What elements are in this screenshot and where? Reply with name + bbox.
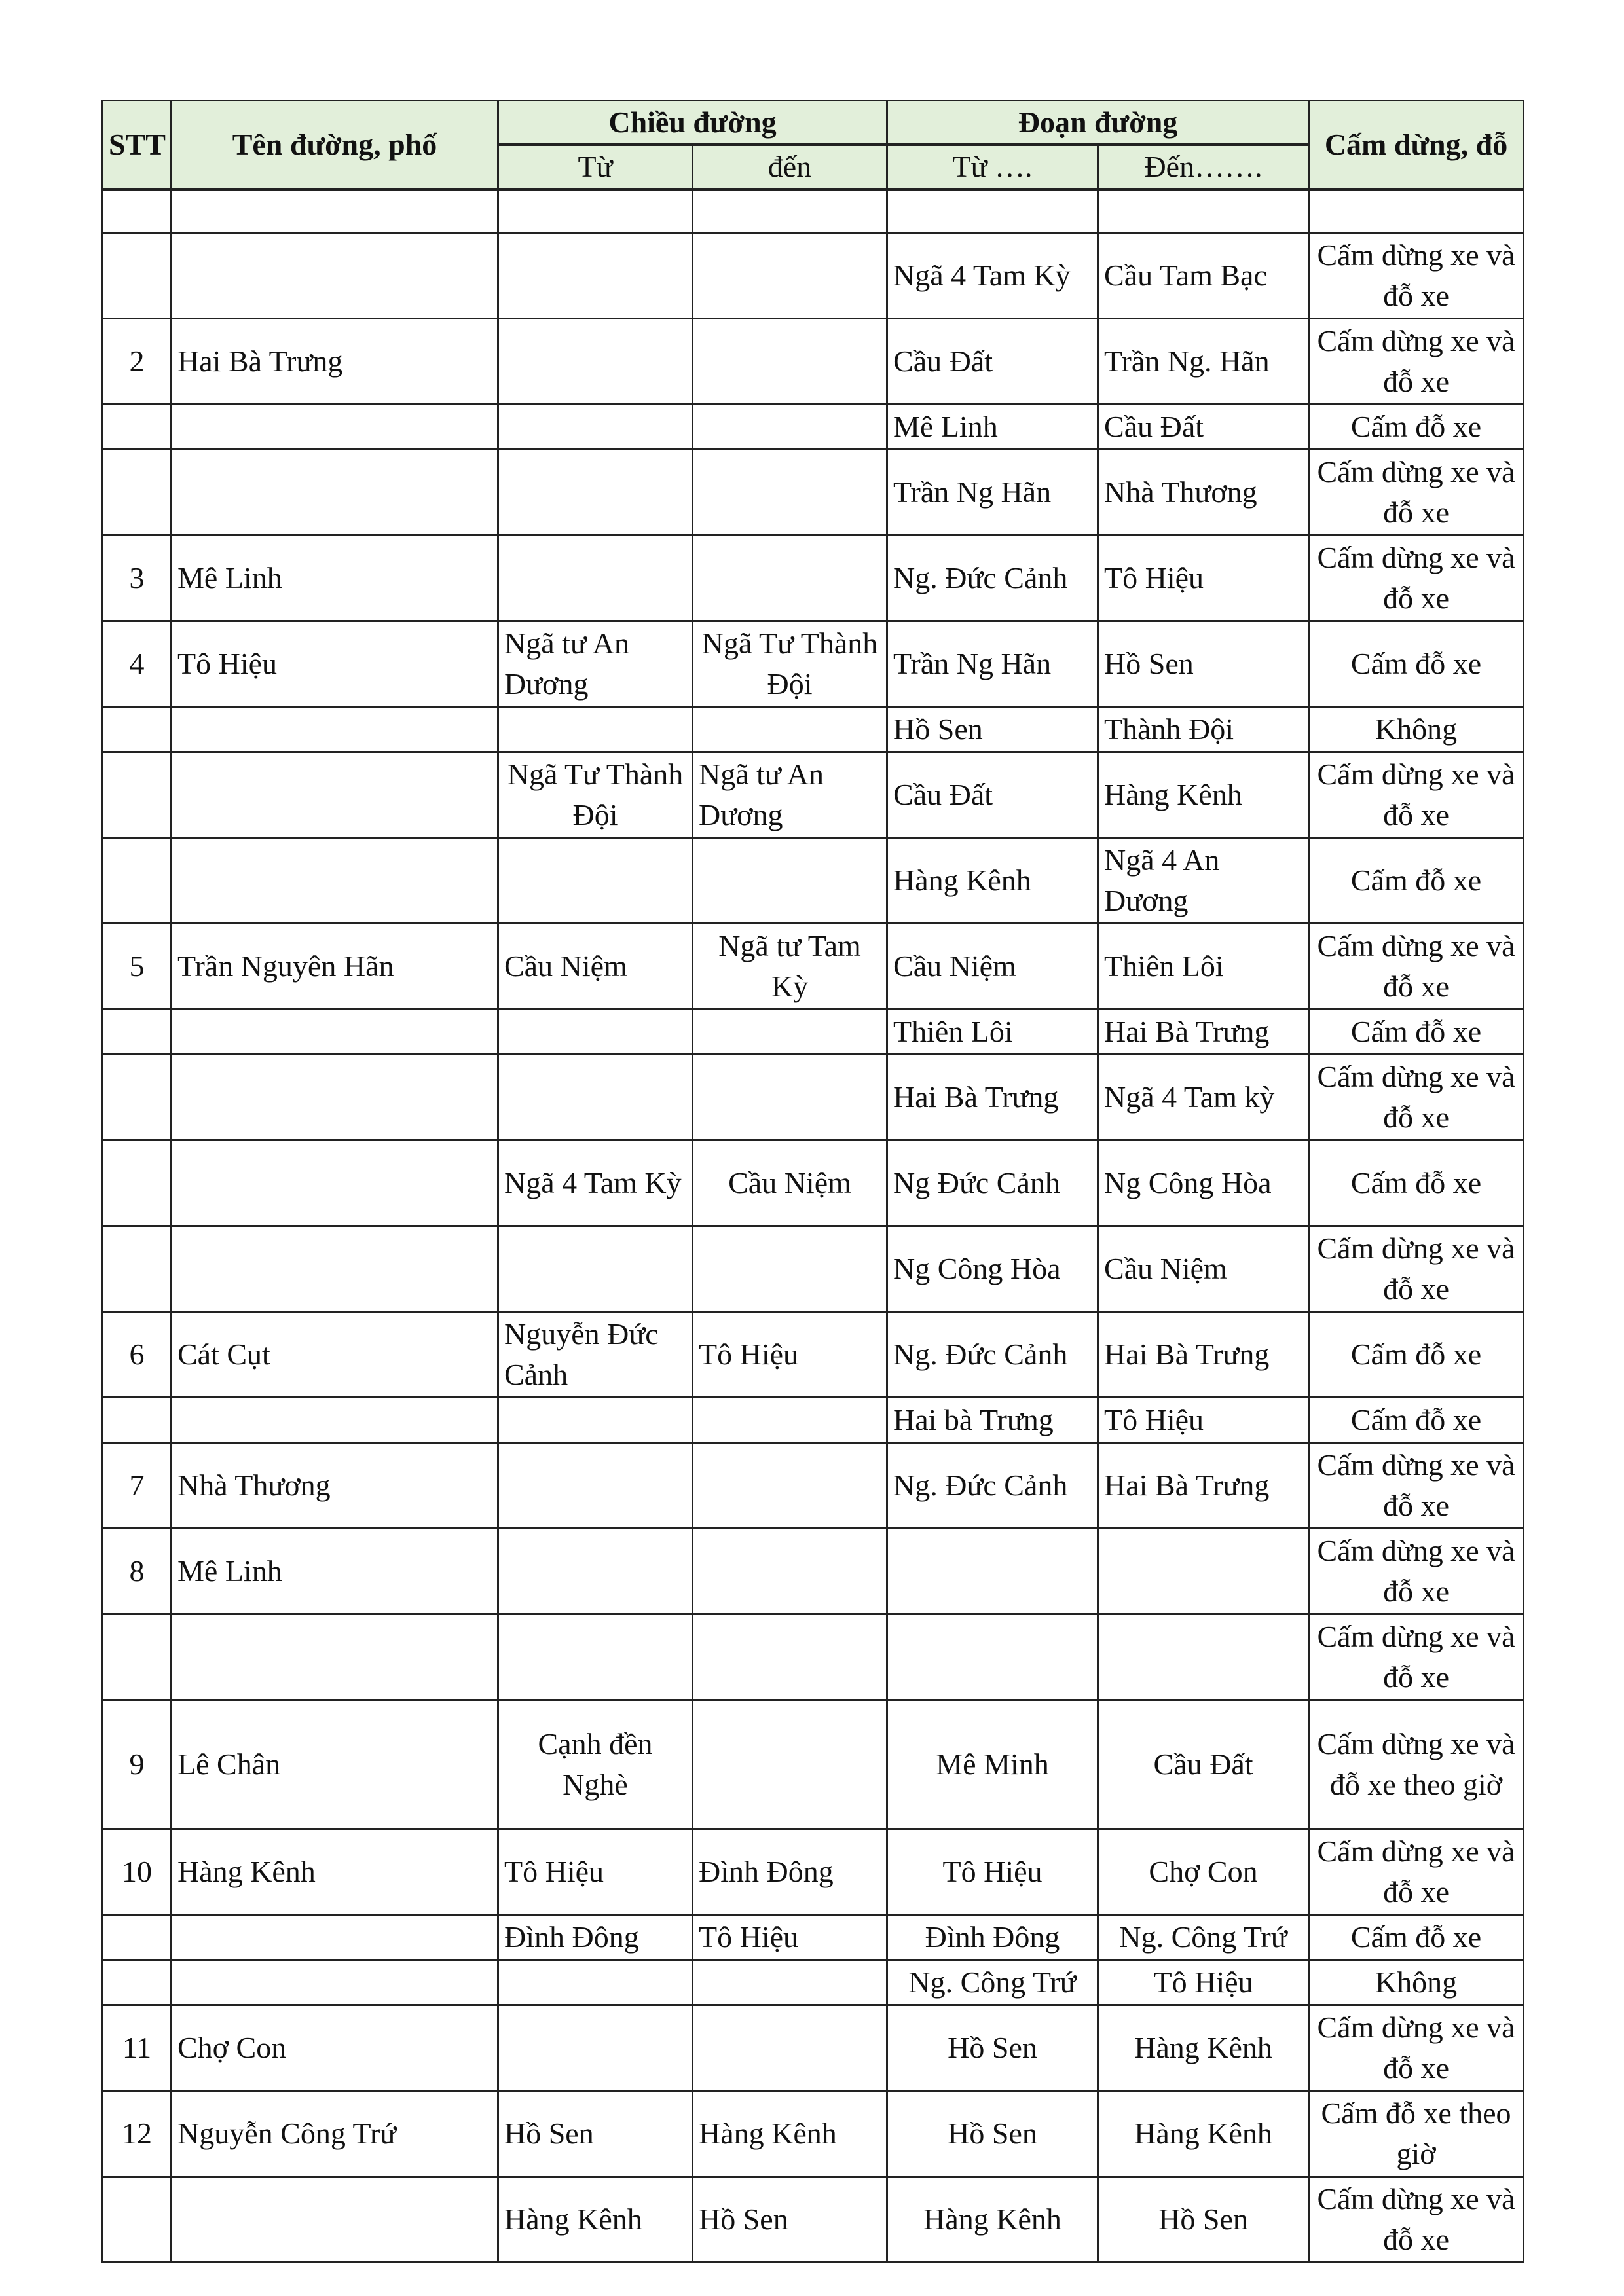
table-row	[103, 1311, 1524, 1397]
header-stt: STT	[103, 101, 172, 190]
street-name-cell	[172, 1614, 498, 1700]
header-segment: Đoạn đường	[887, 101, 1309, 145]
street-name-cell: Mê Linh	[172, 535, 498, 621]
direction-to-cell	[693, 1054, 887, 1140]
street-name-cell	[172, 752, 498, 837]
direction-to-cell	[693, 1959, 887, 2005]
direction-to-cell: Ngã tư Tam Kỳ	[693, 923, 887, 1009]
direction-from-cell	[498, 1397, 693, 1442]
segment-from-cell: Trần Ng Hãn	[887, 621, 1098, 706]
direction-to-cell	[693, 232, 887, 318]
table-row	[103, 1226, 1524, 1311]
ban-cell: Cấm dừng xe và đỗ xe	[1309, 923, 1524, 1009]
ban-cell: Cấm dừng xe và đỗ xe	[1309, 1054, 1524, 1140]
table-row	[103, 404, 1524, 449]
segment-from-cell: Trần Ng Hãn	[887, 449, 1098, 535]
table-body	[103, 189, 1524, 2262]
table-row	[103, 1614, 1524, 1700]
stt-cell	[103, 404, 172, 449]
ban-cell: Cấm dừng xe và đỗ xe	[1309, 1829, 1524, 1914]
segment-from-cell: Mê Minh	[887, 1700, 1098, 1829]
street-name-cell: Nguyễn Công Trứ	[172, 2090, 498, 2176]
ban-cell: Cấm dừng xe và đỗ xe	[1309, 2176, 1524, 2262]
segment-from-cell: Ng. Đức Cảnh	[887, 1442, 1098, 1528]
ban-cell: Không	[1309, 1959, 1524, 2005]
ban-cell	[1309, 189, 1524, 232]
ban-cell: Cấm dừng xe và đỗ xe	[1309, 535, 1524, 621]
segment-to-cell: Hàng Kênh	[1098, 2005, 1309, 2090]
table-row	[103, 621, 1524, 706]
table-row	[103, 1442, 1524, 1528]
ban-cell: Cấm dừng xe và đỗ xe	[1309, 1226, 1524, 1311]
header-ban: Cấm dừng, đỗ	[1309, 101, 1524, 190]
ban-cell: Cấm đỗ xe	[1309, 1140, 1524, 1226]
table-row	[103, 232, 1524, 318]
street-name-cell	[172, 449, 498, 535]
direction-from-cell: Tô Hiệu	[498, 1829, 693, 1914]
direction-from-cell: Cầu Niệm	[498, 923, 693, 1009]
segment-from-cell: Hàng Kênh	[887, 2176, 1098, 2262]
table-row	[103, 837, 1524, 923]
direction-to-cell: Ngã Tư Thành Đội	[693, 621, 887, 706]
direction-to-cell	[693, 706, 887, 752]
ban-cell: Cấm dừng xe và đỗ xe	[1309, 2005, 1524, 2090]
direction-from-cell	[498, 1442, 693, 1528]
direction-from-cell: Ngã 4 Tam Kỳ	[498, 1140, 693, 1226]
ban-cell: Cấm đỗ xe	[1309, 1914, 1524, 1959]
street-name-cell: Hai Bà Trưng	[172, 318, 498, 404]
direction-from-cell	[498, 1009, 693, 1054]
direction-from-cell	[498, 706, 693, 752]
stt-cell	[103, 1959, 172, 2005]
segment-from-cell: Hồ Sen	[887, 706, 1098, 752]
direction-to-cell	[693, 1614, 887, 1700]
segment-to-cell: Cầu Đất	[1098, 1700, 1309, 1829]
table-row	[103, 1140, 1524, 1226]
direction-to-cell	[693, 837, 887, 923]
street-name-cell: Cát Cụt	[172, 1311, 498, 1397]
ban-cell: Cấm đỗ xe	[1309, 621, 1524, 706]
table-row	[103, 1914, 1524, 1959]
table-row	[103, 1397, 1524, 1442]
direction-from-cell: Ngã tư An Dương	[498, 621, 693, 706]
street-name-cell: Lê Chân	[172, 1700, 498, 1829]
segment-to-cell: Hồ Sen	[1098, 2176, 1309, 2262]
street-name-cell	[172, 706, 498, 752]
ban-cell: Không	[1309, 706, 1524, 752]
table-row	[103, 2005, 1524, 2090]
ban-cell: Cấm dừng xe và đỗ xe	[1309, 1442, 1524, 1528]
street-name-cell	[172, 1397, 498, 1442]
stt-cell: 5	[103, 923, 172, 1009]
restriction-table	[101, 100, 1524, 2263]
direction-to-cell	[693, 318, 887, 404]
stt-cell	[103, 1054, 172, 1140]
segment-from-cell: Ngã 4 Tam Kỳ	[887, 232, 1098, 318]
header-direction-from: Từ	[498, 145, 693, 189]
direction-to-cell: Đình Đông	[693, 1829, 887, 1914]
stt-cell: 3	[103, 535, 172, 621]
street-name-cell	[172, 1140, 498, 1226]
direction-to-cell	[693, 2005, 887, 2090]
stt-cell	[103, 1614, 172, 1700]
table-row	[103, 189, 1524, 232]
table-row	[103, 1700, 1524, 1829]
stt-cell: 10	[103, 1829, 172, 1914]
direction-from-cell	[498, 232, 693, 318]
segment-from-cell: Ng. Công Trứ	[887, 1959, 1098, 2005]
segment-to-cell	[1098, 1614, 1309, 1700]
segment-from-cell: Cầu Niệm	[887, 923, 1098, 1009]
segment-to-cell: Ngã 4 Tam kỳ	[1098, 1054, 1309, 1140]
direction-from-cell: Nguyễn Đức Cảnh	[498, 1311, 693, 1397]
segment-to-cell	[1098, 189, 1309, 232]
table-row	[103, 1054, 1524, 1140]
direction-to-cell: Tô Hiệu	[693, 1311, 887, 1397]
street-name-cell	[172, 404, 498, 449]
street-name-cell	[172, 232, 498, 318]
stt-cell	[103, 706, 172, 752]
direction-to-cell	[693, 1442, 887, 1528]
table-row	[103, 1528, 1524, 1614]
stt-cell	[103, 1009, 172, 1054]
direction-to-cell: Hàng Kênh	[693, 2090, 887, 2176]
direction-from-cell: Cạnh đền Nghè	[498, 1700, 693, 1829]
table-row	[103, 1959, 1524, 2005]
direction-from-cell	[498, 189, 693, 232]
direction-to-cell	[693, 189, 887, 232]
segment-to-cell: Tô Hiệu	[1098, 1397, 1309, 1442]
segment-from-cell: Cầu Đất	[887, 318, 1098, 404]
ban-cell: Cấm đỗ xe	[1309, 837, 1524, 923]
ban-cell: Cấm dừng xe và đỗ xe	[1309, 1614, 1524, 1700]
stt-cell: 9	[103, 1700, 172, 1829]
ban-cell: Cấm dừng xe và đỗ xe	[1309, 1528, 1524, 1614]
segment-to-cell: Hai Bà Trưng	[1098, 1442, 1309, 1528]
street-name-cell: Chợ Con	[172, 2005, 498, 2090]
stt-cell: 4	[103, 621, 172, 706]
segment-to-cell: Thiên Lôi	[1098, 923, 1309, 1009]
segment-from-cell: Mê Linh	[887, 404, 1098, 449]
direction-from-cell	[498, 1226, 693, 1311]
ban-cell: Cấm đỗ xe	[1309, 1397, 1524, 1442]
street-name-cell	[172, 1959, 498, 2005]
direction-from-cell	[498, 2005, 693, 2090]
direction-from-cell	[498, 1614, 693, 1700]
direction-from-cell: Hồ Sen	[498, 2090, 693, 2176]
segment-from-cell: Ng Công Hòa	[887, 1226, 1098, 1311]
segment-from-cell	[887, 189, 1098, 232]
ban-cell: Cấm dừng xe và đỗ xe	[1309, 449, 1524, 535]
stt-cell: 11	[103, 2005, 172, 2090]
segment-to-cell: Chợ Con	[1098, 1829, 1309, 1914]
table-row	[103, 1829, 1524, 1914]
stt-cell	[103, 1397, 172, 1442]
header-segment-from: Từ ….	[887, 145, 1098, 189]
street-name-cell: Mê Linh	[172, 1528, 498, 1614]
segment-to-cell: Nhà Thương	[1098, 449, 1309, 535]
direction-to-cell	[693, 535, 887, 621]
segment-to-cell: Cầu Tam Bạc	[1098, 232, 1309, 318]
street-name-cell	[172, 1054, 498, 1140]
street-name-cell: Tô Hiệu	[172, 621, 498, 706]
ban-cell: Cấm đỗ xe	[1309, 1311, 1524, 1397]
stt-cell	[103, 2176, 172, 2262]
header-direction: Chiều đường	[498, 101, 887, 145]
segment-to-cell: Thành Đội	[1098, 706, 1309, 752]
ban-cell: Cấm đỗ xe	[1309, 1009, 1524, 1054]
segment-to-cell: Tô Hiệu	[1098, 535, 1309, 621]
table-row	[103, 318, 1524, 404]
segment-to-cell: Hàng Kênh	[1098, 2090, 1309, 2176]
segment-from-cell: Hàng Kênh	[887, 837, 1098, 923]
stt-cell: 2	[103, 318, 172, 404]
stt-cell	[103, 189, 172, 232]
segment-from-cell: Tô Hiệu	[887, 1829, 1098, 1914]
segment-to-cell: Ngã 4 An Dương	[1098, 837, 1309, 923]
street-name-cell	[172, 189, 498, 232]
segment-from-cell: Hồ Sen	[887, 2090, 1098, 2176]
segment-from-cell: Ng Đức Cảnh	[887, 1140, 1098, 1226]
direction-to-cell: Tô Hiệu	[693, 1914, 887, 1959]
segment-to-cell: Hồ Sen	[1098, 621, 1309, 706]
segment-to-cell: Trần Ng. Hãn	[1098, 318, 1309, 404]
stt-cell: 8	[103, 1528, 172, 1614]
segment-from-cell: Cầu Đất	[887, 752, 1098, 837]
direction-from-cell	[498, 449, 693, 535]
segment-from-cell: Ng. Đức Cảnh	[887, 535, 1098, 621]
street-name-cell	[172, 1226, 498, 1311]
direction-from-cell: Hàng Kênh	[498, 2176, 693, 2262]
direction-from-cell: Ngã Tư Thành Đội	[498, 752, 693, 837]
direction-from-cell	[498, 837, 693, 923]
segment-to-cell: Tô Hiệu	[1098, 1959, 1309, 2005]
street-name-cell: Hàng Kênh	[172, 1829, 498, 1914]
stt-cell	[103, 449, 172, 535]
ban-cell: Cấm đỗ xe theo giờ	[1309, 2090, 1524, 2176]
segment-to-cell: Hai Bà Trưng	[1098, 1311, 1309, 1397]
stt-cell	[103, 1226, 172, 1311]
direction-to-cell: Cầu Niệm	[693, 1140, 887, 1226]
segment-to-cell: Cầu Đất	[1098, 404, 1309, 449]
stt-cell	[103, 837, 172, 923]
ban-cell: Cấm đỗ xe	[1309, 404, 1524, 449]
stt-cell: 12	[103, 2090, 172, 2176]
stt-cell	[103, 752, 172, 837]
segment-to-cell: Hai Bà Trưng	[1098, 1009, 1309, 1054]
direction-to-cell	[693, 1009, 887, 1054]
segment-from-cell: Hai bà Trưng	[887, 1397, 1098, 1442]
segment-from-cell	[887, 1528, 1098, 1614]
segment-to-cell: Ng. Công Trứ	[1098, 1914, 1309, 1959]
segment-to-cell	[1098, 1528, 1309, 1614]
direction-to-cell: Hồ Sen	[693, 2176, 887, 2262]
street-name-cell	[172, 837, 498, 923]
direction-to-cell	[693, 1397, 887, 1442]
ban-cell: Cấm dừng xe và đỗ xe	[1309, 318, 1524, 404]
street-name-cell: Nhà Thương	[172, 1442, 498, 1528]
stt-cell: 7	[103, 1442, 172, 1528]
segment-from-cell	[887, 1614, 1098, 1700]
table-row	[103, 2176, 1524, 2262]
direction-to-cell	[693, 1226, 887, 1311]
direction-from-cell	[498, 318, 693, 404]
street-name-cell	[172, 1914, 498, 1959]
ban-cell: Cấm dừng xe và đỗ xe	[1309, 232, 1524, 318]
street-name-cell	[172, 1009, 498, 1054]
table-row	[103, 752, 1524, 837]
stt-cell: 6	[103, 1311, 172, 1397]
direction-to-cell	[693, 404, 887, 449]
direction-from-cell	[498, 1528, 693, 1614]
segment-from-cell: Thiên Lôi	[887, 1009, 1098, 1054]
header-direction-to: đến	[693, 145, 887, 189]
segment-from-cell: Đình Đông	[887, 1914, 1098, 1959]
segment-to-cell: Cầu Niệm	[1098, 1226, 1309, 1311]
stt-cell	[103, 1914, 172, 1959]
direction-to-cell	[693, 449, 887, 535]
header-segment-to: Đến…….	[1098, 145, 1309, 189]
segment-from-cell: Hai Bà Trưng	[887, 1054, 1098, 1140]
table-row	[103, 2090, 1524, 2176]
street-name-cell: Trần Nguyên Hãn	[172, 923, 498, 1009]
ban-cell: Cấm dừng xe và đỗ xe theo giờ	[1309, 1700, 1524, 1829]
stt-cell	[103, 232, 172, 318]
table-row	[103, 706, 1524, 752]
direction-from-cell: Đình Đông	[498, 1914, 693, 1959]
direction-from-cell	[498, 535, 693, 621]
segment-to-cell: Ng Công Hòa	[1098, 1140, 1309, 1226]
header-street-name: Tên đường, phố	[172, 101, 498, 190]
table-row	[103, 923, 1524, 1009]
direction-from-cell	[498, 1959, 693, 2005]
ban-cell: Cấm dừng xe và đỗ xe	[1309, 752, 1524, 837]
table-row	[103, 1009, 1524, 1054]
stt-cell	[103, 1140, 172, 1226]
table-row	[103, 449, 1524, 535]
direction-to-cell	[693, 1528, 887, 1614]
segment-from-cell: Hồ Sen	[887, 2005, 1098, 2090]
segment-to-cell: Hàng Kênh	[1098, 752, 1309, 837]
segment-from-cell: Ng. Đức Cảnh	[887, 1311, 1098, 1397]
street-name-cell	[172, 2176, 498, 2262]
direction-to-cell: Ngã tư An Dương	[693, 752, 887, 837]
table-row	[103, 535, 1524, 621]
direction-from-cell	[498, 404, 693, 449]
direction-from-cell	[498, 1054, 693, 1140]
direction-to-cell	[693, 1700, 887, 1829]
